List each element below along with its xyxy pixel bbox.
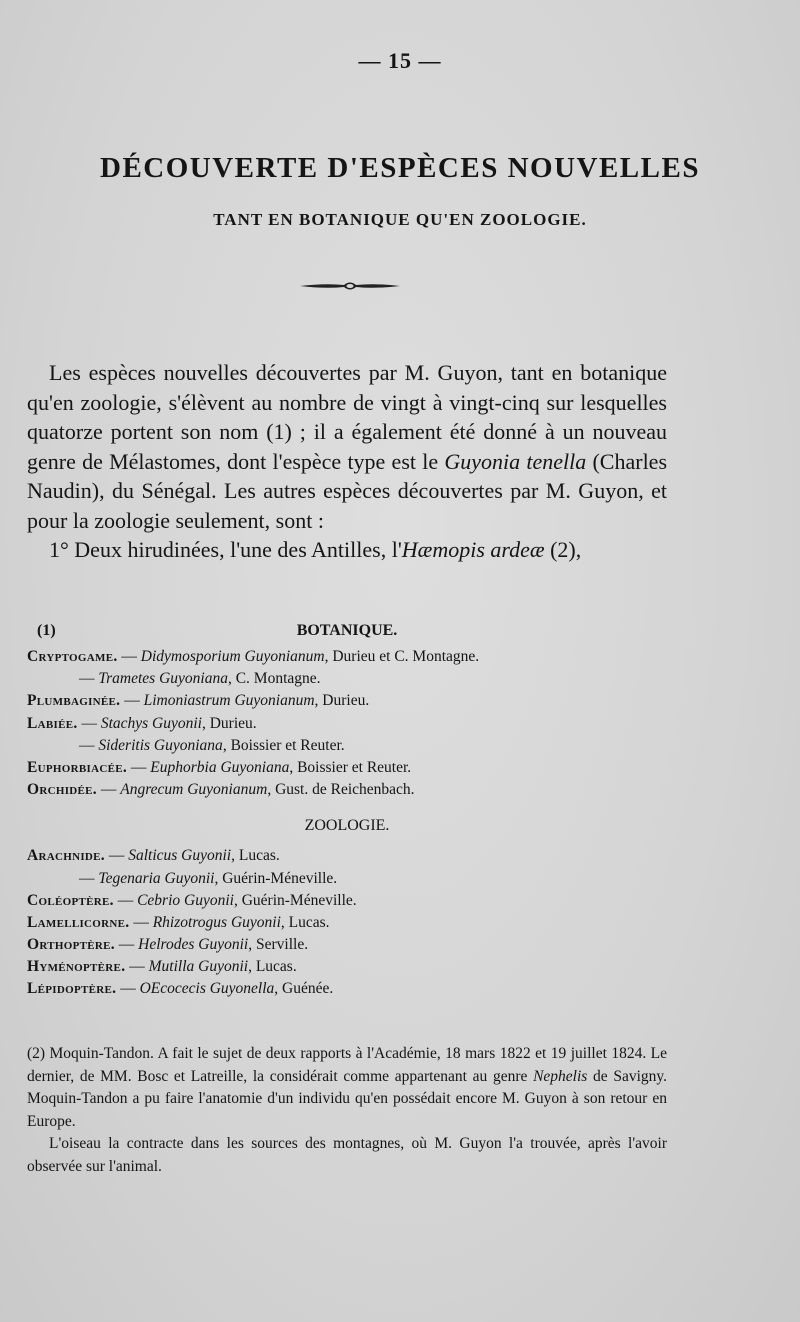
separator: — [96,781,121,799]
footnote-text: de Savigny. Moquin-Tandon a pu faire l'anatomie d'un individu qu'en possédait encore M. Guyon à son retour en Europe. [27,1067,667,1130]
category-label: Cryptogame. [27,648,118,665]
list-item [27,890,667,912]
author-name: , Durieu. [314,692,370,710]
author-name: , Gust. de Reichenbach. [267,781,415,799]
species-name: Rhizotrogus Guyonii [152,913,281,931]
separator: — [127,758,151,776]
species-name: Mutilla Guyonii [148,958,249,976]
species-name: OEcocecis Guyonella [139,980,275,998]
author-name: , Serville. [248,936,309,954]
author-name: , Boissier et Reuter. [222,736,345,754]
species-name: Hæmopis ardeæ [401,537,545,562]
species-name: Sideritis Guyoniana [98,736,223,754]
separator: — [79,869,99,887]
category-label: Lamellicorne. [27,913,130,931]
separator: — [114,936,139,954]
list-item [27,868,667,890]
list-item [27,978,667,1000]
species-name: Trametes Guyoniana [98,670,228,688]
category-label: Orthoptère. [27,936,115,954]
separator: — [79,670,99,688]
footnote-mark: (1) [37,622,56,639]
paragraph-intro [27,358,667,535]
botany-list [27,646,667,801]
page-title: DÉCOUVERTE D'ESPÈCES NOUVELLES [100,152,700,184]
species-name: Tegenaria Guyonii [98,869,215,887]
genus-name: Nephelis [533,1067,588,1085]
list-item [27,735,667,757]
separator: — [129,913,153,931]
paragraph-text: Les espèces nouvelles découvertes par M. Guyon, tant en botanique qu'en zoologie, s'élèvent au nombre de vingt à vingt-cinq sur lesquelles quatorze portent son nom (1) ; il a également été donné à un nouveau genre de Mélastomes, dont l'espèce type est le [27,360,667,474]
author-name: , Durieu et C. Montagne. [324,648,480,665]
footnote-1 [27,616,667,1001]
author-name: , Durieu. [201,714,257,732]
footnote-2-paragraph [27,1133,667,1178]
separator: — [77,714,101,732]
footnote-2 [27,1043,667,1179]
author-name: , Guérin-Méneville. [214,869,338,887]
botany-heading: BOTANIQUE. [296,622,398,639]
footnote-2-paragraph [27,1043,667,1133]
separator: — [104,847,129,865]
species-name: Euphorbia Guyoniana [150,758,290,776]
zoology-heading: ZOOLOGIE. [304,817,390,835]
category-label: Orchidée. [27,781,97,799]
ornament-divider-icon [300,278,400,294]
species-name: Limoniastrum Guyonianum [143,692,315,710]
separator: — [113,891,138,909]
author-name: , Lucas. [231,847,280,865]
category-label: Labiée. [27,714,78,732]
species-name: Cebrio Guyonii [137,891,234,909]
page-number: — 15 — [358,48,442,73]
page-subtitle: TANT EN BOTANIQUE QU'EN ZOOLOGIE. [213,210,587,229]
main-paragraphs [27,358,667,565]
paragraph-list-start [27,535,667,565]
author-name: , Boissier et Reuter. [289,758,412,776]
list-item [27,646,667,668]
list-item [27,779,667,801]
category-label: Hyménoptère. [27,958,126,976]
species-name: Salticus Guyonii [128,847,232,865]
category-label: Plumbaginée. [27,692,121,710]
footnote-text: L'oiseau la contracte dans les sources des montagnes, où M. Guyon l'a trouvée, après l'avoir observée sur l'animal. [27,1135,667,1175]
list-item [27,690,667,712]
list-item [27,845,667,867]
separator: — [116,980,140,998]
list-item [27,956,667,978]
author-name: , Lucas. [248,958,297,976]
paragraph-text: 1° Deux hirudinées, l'une des Antilles, l' [49,537,402,562]
list-item [27,713,667,735]
category-label: Euphorbiacée. [27,758,128,776]
list-item [27,757,667,779]
zoology-list [27,845,667,1000]
category-label: Arachnide. [27,847,105,865]
species-name: Helrodes Guyonii [138,936,249,954]
author-name: , Guérin-Méneville. [233,891,357,909]
separator: — [120,692,144,710]
list-item [27,668,667,690]
author-name: , Guénée. [274,980,334,998]
paragraph-text: (2), [544,537,582,562]
author-name: , Lucas. [280,913,330,931]
species-name: Angrecum Guyonianum [120,781,268,799]
footnote-text: (2) Moquin-Tandon. A fait le sujet de deux rapports à l'Académie, 18 mars 1822 et 19 juillet 1824. Le dernier, de MM. Bosc et Latreille, la considérait comme appartenant au genre [27,1045,667,1085]
separator: — [79,736,99,754]
paragraph-text: (Charles Naudin), du Sénégal. Les autres espèces découvertes par M. Guyon, et pour la zoologie seulement, sont : [27,448,668,533]
category-label: Lépidoptère. [27,980,117,998]
list-item [27,912,667,934]
list-item [27,934,667,956]
separator: — [125,958,149,976]
species-name: Stachys Guyonii [100,714,202,732]
category-label: Coléoptère. [27,891,114,909]
separator: — [117,648,141,665]
footnote-1-header [27,616,667,646]
genus-name: Guyonia tenella [444,448,587,474]
zoology-header [27,813,667,845]
species-name: Didymosporium Guyonianum [140,648,325,665]
author-name: , C. Montagne. [227,670,321,688]
